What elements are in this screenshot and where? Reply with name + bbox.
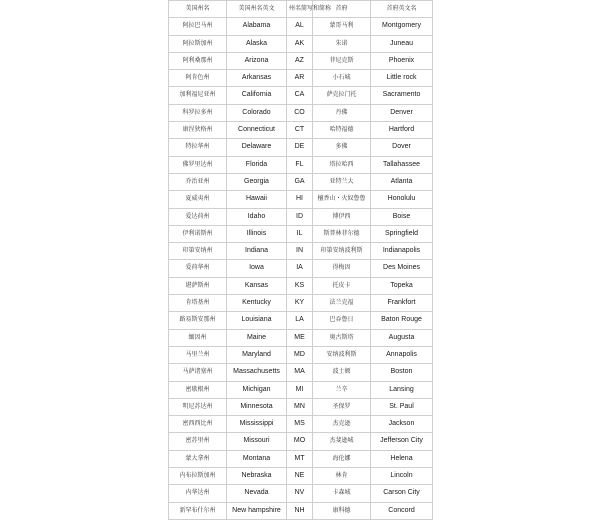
cell-state-cn: 蒙大拿州 [169, 450, 227, 467]
cell-capital-en: Lincoln [371, 468, 433, 485]
table-row [169, 502, 433, 519]
table-row [169, 295, 433, 312]
cell-state-en: Idaho [227, 208, 287, 225]
table-row [169, 468, 433, 485]
cell-capital-en: Little rock [371, 70, 433, 87]
cell-capital-cn: 亚特兰大 [313, 173, 371, 190]
cell-capital-cn: 杰克逊 [313, 416, 371, 433]
cell-capital-en: Indianapolis [371, 243, 433, 260]
cell-state-en: Maine [227, 329, 287, 346]
table-row [169, 139, 433, 156]
cell-capital-cn: 塔拉哈西 [313, 156, 371, 173]
cell-state-cn: 肯塔基州 [169, 295, 227, 312]
cell-state-en: Louisiana [227, 312, 287, 329]
cell-capital-cn: 杰斐逊城 [313, 433, 371, 450]
cell-state-en: Michigan [227, 381, 287, 398]
header-capital-en: 首府英文名 [371, 1, 433, 18]
cell-capital-en: Frankfort [371, 295, 433, 312]
cell-state-en: Georgia [227, 173, 287, 190]
cell-capital-cn: 奥古斯塔 [313, 329, 371, 346]
table-row [169, 225, 433, 242]
cell-capital-cn: 得梅因 [313, 260, 371, 277]
cell-capital-en: Springfield [371, 225, 433, 242]
table-row [169, 277, 433, 294]
cell-state-en: Florida [227, 156, 287, 173]
cell-abbr: AZ [287, 52, 313, 69]
cell-state-en: Colorado [227, 104, 287, 121]
cell-state-cn: 阿利桑那州 [169, 52, 227, 69]
table-row [169, 18, 433, 35]
cell-capital-en: Hartford [371, 122, 433, 139]
cell-state-en: Missouri [227, 433, 287, 450]
cell-capital-en: Carson City [371, 485, 433, 502]
cell-capital-cn: 檀香山・火奴鲁鲁 [313, 191, 371, 208]
cell-capital-en: Augusta [371, 329, 433, 346]
table-row [169, 52, 433, 69]
cell-state-en: Arkansas [227, 70, 287, 87]
cell-capital-cn: 斯普林菲尔德 [313, 225, 371, 242]
cell-state-cn: 新罕布什尔州 [169, 502, 227, 519]
cell-state-en: Alabama [227, 18, 287, 35]
cell-state-cn: 伊利诺斯州 [169, 225, 227, 242]
cell-abbr: FL [287, 156, 313, 173]
cell-abbr: MN [287, 398, 313, 415]
cell-state-cn: 明尼苏达州 [169, 398, 227, 415]
cell-capital-en: Annapolis [371, 346, 433, 363]
cell-abbr: AL [287, 18, 313, 35]
cell-abbr: NE [287, 468, 313, 485]
cell-state-en: Maryland [227, 346, 287, 363]
table-row [169, 87, 433, 104]
cell-abbr: MS [287, 416, 313, 433]
table-row [169, 35, 433, 52]
cell-capital-en: Jackson [371, 416, 433, 433]
cell-abbr: NV [287, 485, 313, 502]
cell-state-cn: 阿拉巴马州 [169, 18, 227, 35]
cell-capital-en: Tallahassee [371, 156, 433, 173]
cell-abbr: KY [287, 295, 313, 312]
cell-capital-en: Sacramento [371, 87, 433, 104]
cell-state-cn: 康涅狄格州 [169, 122, 227, 139]
table-row [169, 433, 433, 450]
cell-abbr: IN [287, 243, 313, 260]
cell-state-cn: 特拉华州 [169, 139, 227, 156]
cell-state-cn: 堪萨斯州 [169, 277, 227, 294]
cell-capital-en: Des Moines [371, 260, 433, 277]
header-state-en: 美国州名英文 [227, 1, 287, 18]
cell-state-cn: 佛罗里达州 [169, 156, 227, 173]
cell-abbr: AK [287, 35, 313, 52]
cell-capital-cn: 法兰克福 [313, 295, 371, 312]
cell-capital-cn: 巴吞鲁日 [313, 312, 371, 329]
cell-capital-cn: 海伦娜 [313, 450, 371, 467]
cell-capital-en: Boston [371, 364, 433, 381]
cell-state-cn: 阿拉斯加州 [169, 35, 227, 52]
cell-state-cn: 科罗拉多州 [169, 104, 227, 121]
cell-capital-cn: 兰辛 [313, 381, 371, 398]
cell-capital-en: Dover [371, 139, 433, 156]
table-row [169, 312, 433, 329]
cell-capital-en: Concord [371, 502, 433, 519]
table-row [169, 329, 433, 346]
cell-capital-en: Honolulu [371, 191, 433, 208]
table-row [169, 381, 433, 398]
table-row [169, 70, 433, 87]
cell-capital-en: Helena [371, 450, 433, 467]
cell-capital-en: St. Paul [371, 398, 433, 415]
cell-state-en: Connecticut [227, 122, 287, 139]
table-row [169, 122, 433, 139]
table-body [169, 18, 433, 520]
cell-capital-cn: 安纳波利斯 [313, 346, 371, 363]
cell-state-en: Arizona [227, 52, 287, 69]
cell-state-en: Kansas [227, 277, 287, 294]
cell-abbr: CA [287, 87, 313, 104]
table-row [169, 173, 433, 190]
cell-state-en: New hampshire [227, 502, 287, 519]
table-header-row [169, 1, 433, 18]
cell-capital-cn: 哈特福德 [313, 122, 371, 139]
cell-capital-cn: 波士顿 [313, 364, 371, 381]
cell-capital-cn: 印第安纳波利斯 [313, 243, 371, 260]
cell-state-cn: 内布拉斯加州 [169, 468, 227, 485]
cell-state-en: Hawaii [227, 191, 287, 208]
cell-state-en: Iowa [227, 260, 287, 277]
cell-abbr: CO [287, 104, 313, 121]
cell-state-cn: 爱达荷州 [169, 208, 227, 225]
cell-capital-cn: 托皮卡 [313, 277, 371, 294]
cell-capital-en: Phoenix [371, 52, 433, 69]
cell-abbr: LA [287, 312, 313, 329]
cell-abbr: GA [287, 173, 313, 190]
table-row [169, 398, 433, 415]
cell-state-cn: 爱荷华州 [169, 260, 227, 277]
cell-state-cn: 路易斯安那州 [169, 312, 227, 329]
cell-state-en: Mississippi [227, 416, 287, 433]
cell-capital-en: Boise [371, 208, 433, 225]
table-row [169, 243, 433, 260]
cell-abbr: MT [287, 450, 313, 467]
cell-abbr: IL [287, 225, 313, 242]
cell-state-en: Montana [227, 450, 287, 467]
cell-capital-en: Baton Rouge [371, 312, 433, 329]
cell-capital-en: Montgomery [371, 18, 433, 35]
cell-capital-cn: 博伊西 [313, 208, 371, 225]
cell-state-en: California [227, 87, 287, 104]
cell-state-en: Indiana [227, 243, 287, 260]
table-row [169, 156, 433, 173]
cell-state-cn: 加利福尼亚州 [169, 87, 227, 104]
table-row [169, 416, 433, 433]
header-abbr: 州名简写和简称 [287, 1, 313, 18]
cell-capital-cn: 丹佛 [313, 104, 371, 121]
cell-capital-cn: 小石城 [313, 70, 371, 87]
cell-abbr: HI [287, 191, 313, 208]
cell-capital-en: Topeka [371, 277, 433, 294]
cell-state-en: Delaware [227, 139, 287, 156]
table-row [169, 364, 433, 381]
cell-state-en: Alaska [227, 35, 287, 52]
cell-abbr: MI [287, 381, 313, 398]
cell-abbr: DE [287, 139, 313, 156]
cell-state-en: Nebraska [227, 468, 287, 485]
cell-capital-cn: 蒙哥马利 [313, 18, 371, 35]
cell-state-en: Nevada [227, 485, 287, 502]
cell-capital-en: Lansing [371, 381, 433, 398]
cell-state-cn: 密歇根州 [169, 381, 227, 398]
table-row [169, 208, 433, 225]
cell-capital-en: Jefferson City [371, 433, 433, 450]
table-row [169, 450, 433, 467]
cell-state-cn: 夏威夷州 [169, 191, 227, 208]
cell-capital-cn: 圣保罗 [313, 398, 371, 415]
cell-abbr: ID [287, 208, 313, 225]
us-states-table [168, 0, 433, 520]
cell-state-cn: 马萨诸塞州 [169, 364, 227, 381]
cell-capital-cn: 朱诺 [313, 35, 371, 52]
cell-state-en: Minnesota [227, 398, 287, 415]
header-state-cn: 美国州名 [169, 1, 227, 18]
cell-capital-en: Atlanta [371, 173, 433, 190]
cell-capital-cn: 林肯 [313, 468, 371, 485]
cell-state-en: Illinois [227, 225, 287, 242]
cell-abbr: AR [287, 70, 313, 87]
header-capital-cn: 首府 [313, 1, 371, 18]
cell-capital-en: Denver [371, 104, 433, 121]
cell-state-cn: 印第安纳州 [169, 243, 227, 260]
table-row [169, 485, 433, 502]
cell-state-cn: 乔治亚州 [169, 173, 227, 190]
table-row [169, 191, 433, 208]
cell-capital-cn: 康科德 [313, 502, 371, 519]
cell-abbr: NH [287, 502, 313, 519]
cell-state-cn: 内华达州 [169, 485, 227, 502]
cell-state-cn: 密苏里州 [169, 433, 227, 450]
cell-abbr: ME [287, 329, 313, 346]
cell-abbr: MA [287, 364, 313, 381]
cell-capital-cn: 萨克拉门托 [313, 87, 371, 104]
cell-state-cn: 马里兰州 [169, 346, 227, 363]
states-table-sheet [168, 0, 432, 514]
cell-abbr: MD [287, 346, 313, 363]
cell-state-en: Massachusetts [227, 364, 287, 381]
cell-state-en: Kentucky [227, 295, 287, 312]
cell-capital-en: Juneau [371, 35, 433, 52]
table-row [169, 260, 433, 277]
cell-abbr: MO [287, 433, 313, 450]
cell-state-cn: 密西西比州 [169, 416, 227, 433]
cell-capital-cn: 多佛 [313, 139, 371, 156]
cell-state-cn: 阿肯色州 [169, 70, 227, 87]
cell-abbr: CT [287, 122, 313, 139]
cell-abbr: KS [287, 277, 313, 294]
table-row [169, 346, 433, 363]
cell-capital-cn: 菲尼克斯 [313, 52, 371, 69]
cell-abbr: IA [287, 260, 313, 277]
cell-state-cn: 缅因州 [169, 329, 227, 346]
table-row [169, 104, 433, 121]
cell-capital-cn: 卡森城 [313, 485, 371, 502]
